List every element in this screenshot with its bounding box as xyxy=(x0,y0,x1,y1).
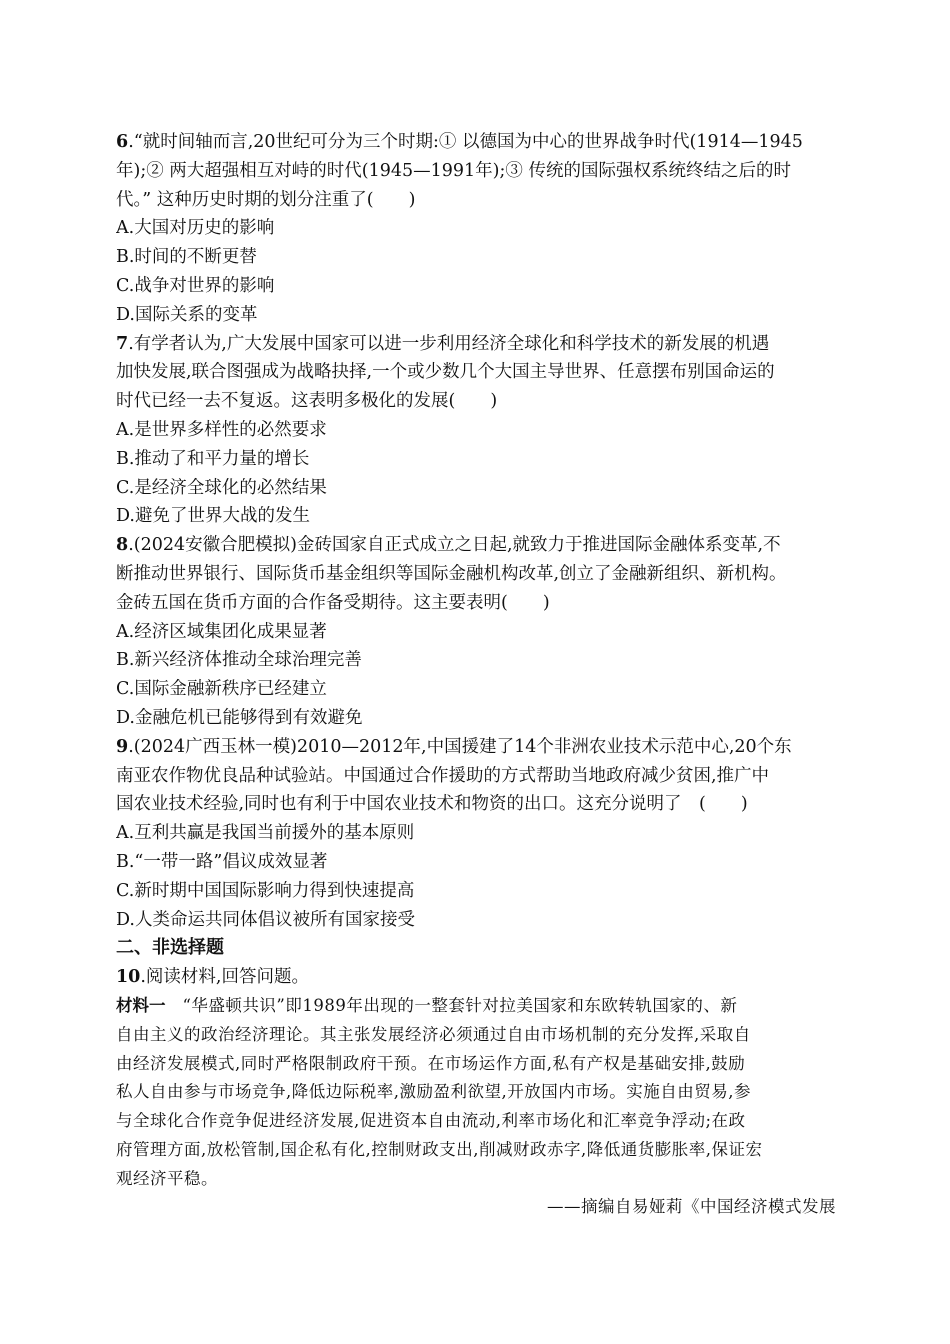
material-line: 由经济发展模式,同时严格限制政府干预。在市场运作方面,私有产权是基础安排,鼓励 xyxy=(116,1053,746,1073)
question-7 xyxy=(116,330,836,532)
material-line: 自由主义的政治经济理论。其主张发展经济必须通过自由市场机制的充分发挥,采取自 xyxy=(116,1024,751,1044)
question-stem-line: 代。” 这种历史时期的划分注重了( ) xyxy=(116,189,416,210)
option-c: C.新时期中国国际影响力得到快速提高 xyxy=(116,880,415,901)
question-9 xyxy=(116,733,836,935)
material-source: ——摘编自易娅莉《中国经济模式发展 xyxy=(547,1197,836,1217)
question-stem-line: 金砖五国在货币方面的合作备受期待。这主要表明( ) xyxy=(116,592,550,613)
question-number: 9 xyxy=(116,736,129,757)
option-b: B.推动了和平力量的增长 xyxy=(116,448,310,469)
material-line: 与全球化合作竞争促进经济发展,促进资本自由流动,利率市场化和汇率竞争浮动;在政 xyxy=(116,1111,746,1131)
question-number: 7 xyxy=(116,333,129,354)
section-title: 二、非选择题 xyxy=(116,937,224,959)
option-d: D.避免了世界大战的发生 xyxy=(116,506,310,527)
material-line: 材料一 “华盛顿共识”即1989年出现的一整套针对拉美国家和东欧转轨国家的、新 xyxy=(116,995,738,1015)
option-c: C.国际金融新秩序已经建立 xyxy=(116,679,327,700)
material-line: 私人自由参与市场竞争,降低边际税率,激励盈利欲望,开放国内市场。实施自由贸易,参 xyxy=(116,1082,751,1102)
question-number: 6 xyxy=(116,132,129,152)
material-one xyxy=(116,992,836,1222)
question-8 xyxy=(116,531,836,733)
option-b: B.新兴经济体推动全球治理完善 xyxy=(116,650,362,671)
option-b: B.时间的不断更替 xyxy=(116,247,257,268)
option-a: A.大国对历史的影响 xyxy=(116,218,275,239)
question-stem-line: 7.有学者认为,广大发展中国家可以进一步利用经济全球化和科学技术的新发展的机遇 xyxy=(116,333,770,354)
question-stem-line: 加快发展,联合图强成为战略抉择,一个或少数几个大国主导世界、任意摆布别国命运的 xyxy=(116,362,775,383)
material-label: 材料一 xyxy=(116,995,166,1015)
question-stem-line: 6.“就时间轴而言,20世纪可分为三个时期:① 以德国为中心的世界战争时代(1914—1945 xyxy=(116,132,803,152)
question-number: 8 xyxy=(116,535,129,556)
option-d: D.国际关系的变革 xyxy=(116,304,258,325)
option-c: C.是经济全球化的必然结果 xyxy=(116,477,327,498)
option-b: B.“一带一路”倡议成效显著 xyxy=(116,851,328,872)
option-a: A.是世界多样性的必然要求 xyxy=(116,419,327,440)
question-number: 10 xyxy=(116,967,141,988)
option-d: D.人类命运共同体倡议被所有国家接受 xyxy=(116,909,415,930)
option-a: A.经济区域集团化成果显著 xyxy=(116,621,327,642)
question-6 xyxy=(116,128,836,330)
question-stem-line: 年);② 两大超强相互对峙的时代(1945—1991年);③ 传统的国际强权系统终结之后的时 xyxy=(116,160,791,181)
question-stem-line: 时代已经一去不复返。这表明多极化的发展( ) xyxy=(116,391,498,412)
option-a: A.互利共赢是我国当前援外的基本原则 xyxy=(116,823,415,844)
question-stem-line: 9.(2024广西玉林一模)2010—2012年,中国援建了14个非洲农业技术示范中心,20个东 xyxy=(116,736,792,757)
option-d: D.金融危机已能够得到有效避免 xyxy=(116,707,363,728)
material-line: 观经济平稳。 xyxy=(116,1168,218,1188)
material-line: 府管理方面,放松管制,国企私有化,控制财政支出,削减财政赤字,降低通货膨胀率,保证宏 xyxy=(116,1139,763,1159)
question-10: 10.阅读材料,回答问题。 xyxy=(116,967,309,988)
question-stem-line: 国农业技术经验,同时也有利于中国农业技术和物资的出口。这充分说明了 ( ) xyxy=(116,794,748,815)
document-page xyxy=(116,128,836,1222)
option-c: C.战争对世界的影响 xyxy=(116,275,275,296)
question-stem-line: 8.(2024安徽合肥模拟)金砖国家自正式成立之日起,就致力于推进国际金融体系变革,不 xyxy=(116,535,781,556)
question-stem-line: 断推动世界银行、国际货币基金组织等国际金融机构改革,创立了金融新组织、新机构。 xyxy=(116,563,787,584)
question-stem-line: 南亚农作物优良品种试验站。中国通过合作援助的方式帮助当地政府减少贫困,推广中 xyxy=(116,765,770,786)
